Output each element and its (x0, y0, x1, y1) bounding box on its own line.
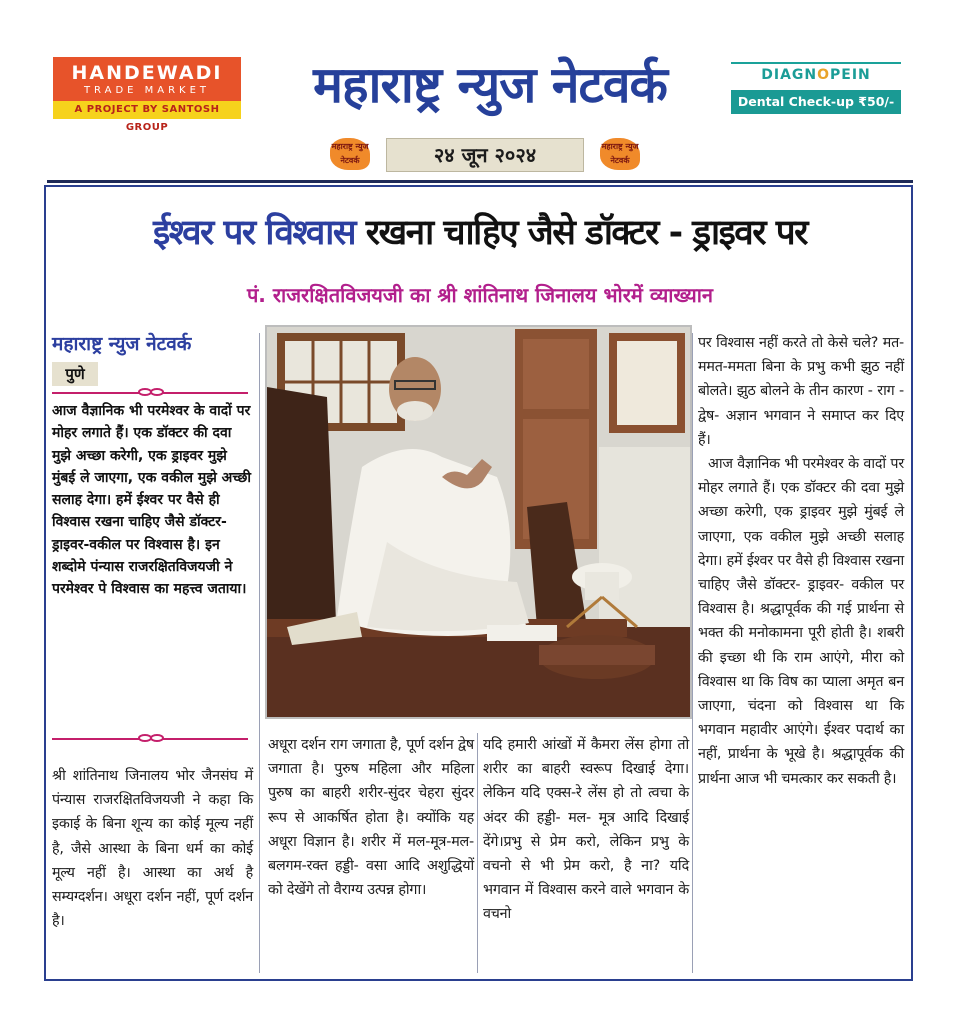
body-column-3: यदि हमारी आंखों में कैमरा लेंस होगा तो शरीर का बाहरी स्वरूप दिखाई देगा। लेकिन यदि एक्स-रे लेंस हो तो त्वचा के अंदर की हड्डी- मल- मूत्र आदि दिखाई देंगे।प्रभु से प्रेम करो, लेकिन प्रभु के वचनो से भी प्रेम करो, है ना? यदि भगवान में विश्वास करने वाले भगवान के वचनो (483, 737, 689, 923)
mini-logo-right: महाराष्ट्र न्युज नेटवर्क (600, 138, 640, 170)
ad-brand: HANDEWADI (71, 62, 223, 84)
edition-date: २४ जून २०२४ (386, 138, 584, 172)
body-column-2: अधूरा दर्शन राग जगाता है, पूर्ण दर्शन द्वेष जगाता है। पुरुष महिला और महिला पुरुष का बाहरी शरीर-सुंदर चेहरा सुंदर रूप से आकर्षित होता है। क्योंकि यह अधूरा विज्ञान है। शरीर में मल-मूत्र-मल-बलगम-रक्त हड्डी- वसा आदि अशुद्धियों को देखेंगे तो वैराग्य उत्पन्न होगा। (268, 737, 474, 899)
divider-top (52, 392, 248, 394)
lead-paragraph: आज वैज्ञानिक भी परमेश्वर के वादों पर मोहर लगाते हैं। एक डॉक्टर की दवा मुझे अच्छा करेगी, एक ड्राइवर मुझे मुंबई ले जाएगा, एक वकील मुझे अच्छी सलाह देगा। हमें ईश्वर पर वैसे ही विश्वास रखना चाहिए जैसे डॉक्टर-ड्राइवर-वकील पर विश्वास है। इन शब्दोमे पंन्यास राजरक्षितविजयजी ने परमेश्वर पे विश्वास का महत्त्व जताया। (52, 403, 251, 598)
monk-photo-illustration (267, 327, 690, 717)
newspaper-title: महाराष्ट्र न्युज नेटवर्क (313, 56, 667, 114)
column-rule-1 (259, 333, 260, 973)
mini-logo-left: महाराष्ट्र न्युज नेटवर्क (330, 138, 370, 170)
col4-paragraph-2: आज वैज्ञानिक भी परमेश्वर के वादों पर मोहर लगाते हैं। एक डॉक्टर की दवा मुझे अच्छा करेगी, एक ड्राइवर मुझे मुंबई ले जाएगा, एक वकील मुझे अच्छी सलाह देगा। हमें ईश्वर पर वैसे ही विश्वास रखना चाहिए जैसे डॉक्टर- ड्राइवर- वकील पर विश्वास है। श्रद्धापूर्वक की गई प्रार्थना से भक्त की मनोकामना पूरी होती है। शबरी की इच्छा थी कि राम आएंगे, मीरा को विश्वास था कि विष का प्याला अमृत बन जाएगा, चंदना को विश्वास था कि भगवान महावीर आएंगे। ईश्वर पदार्थ का नहीं, प्रार्थना के भूखे है। श्रद्धापूर्वक की प्रार्थना आज भी चमत्कार कर सकती है। (698, 456, 904, 787)
ad-subtitle: TRADE MARKET (83, 85, 211, 96)
subheadline: पं. राजरक्षितविजयजी का श्री शांतिनाथ जिनालय भोरमें व्याख्यान (246, 283, 714, 307)
date-row (330, 138, 640, 174)
headline: ईश्वर पर विश्वास रखना चाहिए जैसे डॉक्टर - ड्राइवर पर (153, 213, 807, 253)
byline: महाराष्ट्र न्युज नेटवर्क (52, 333, 192, 355)
ad-strip: A PROJECT BY SANTOSH GROUP (53, 101, 241, 119)
col4-paragraph-1: पर विश्वास नहीं करते तो केसे चले? मत-ममत-ममता बिना के प्रभु कभी झुठ नहीं बोलते। झुठ बोलने के तीन कारण - राग - द्वेष- अज्ञान भगवान ने समाप्त कर दिए हैं। (698, 335, 904, 448)
diagnopein-ad[interactable] (731, 62, 901, 116)
body-column-4 (698, 331, 904, 791)
divider-bottom (52, 738, 248, 740)
masthead-rule (47, 180, 913, 183)
dental-offer: Dental Check-up ₹50/- (731, 90, 901, 114)
column-rule-2 (477, 733, 478, 973)
article-photo (265, 325, 692, 719)
body-column-1: श्री शांतिनाथ जिनालय भोर जैनसंघ में पंन्यास राजरक्षितविजयजी ने कहा कि इकाई के बिना शून्य का कोई मूल्य नहीं है, जैसे आस्था के बिना धर्म का कोई मूल्य नहीं है। आस्था का अर्थ है सम्यग्दर्शन। अधूरा दर्शन नहीं, पूर्ण दर्शन है। (52, 768, 253, 930)
dateline-place: पुणे (52, 362, 98, 386)
handewadi-ad[interactable] (53, 57, 241, 133)
diagnopein-logo: DIAGNOPEIN (761, 67, 871, 83)
ad-logo-rule (731, 62, 901, 64)
column-rule-3 (692, 333, 693, 973)
